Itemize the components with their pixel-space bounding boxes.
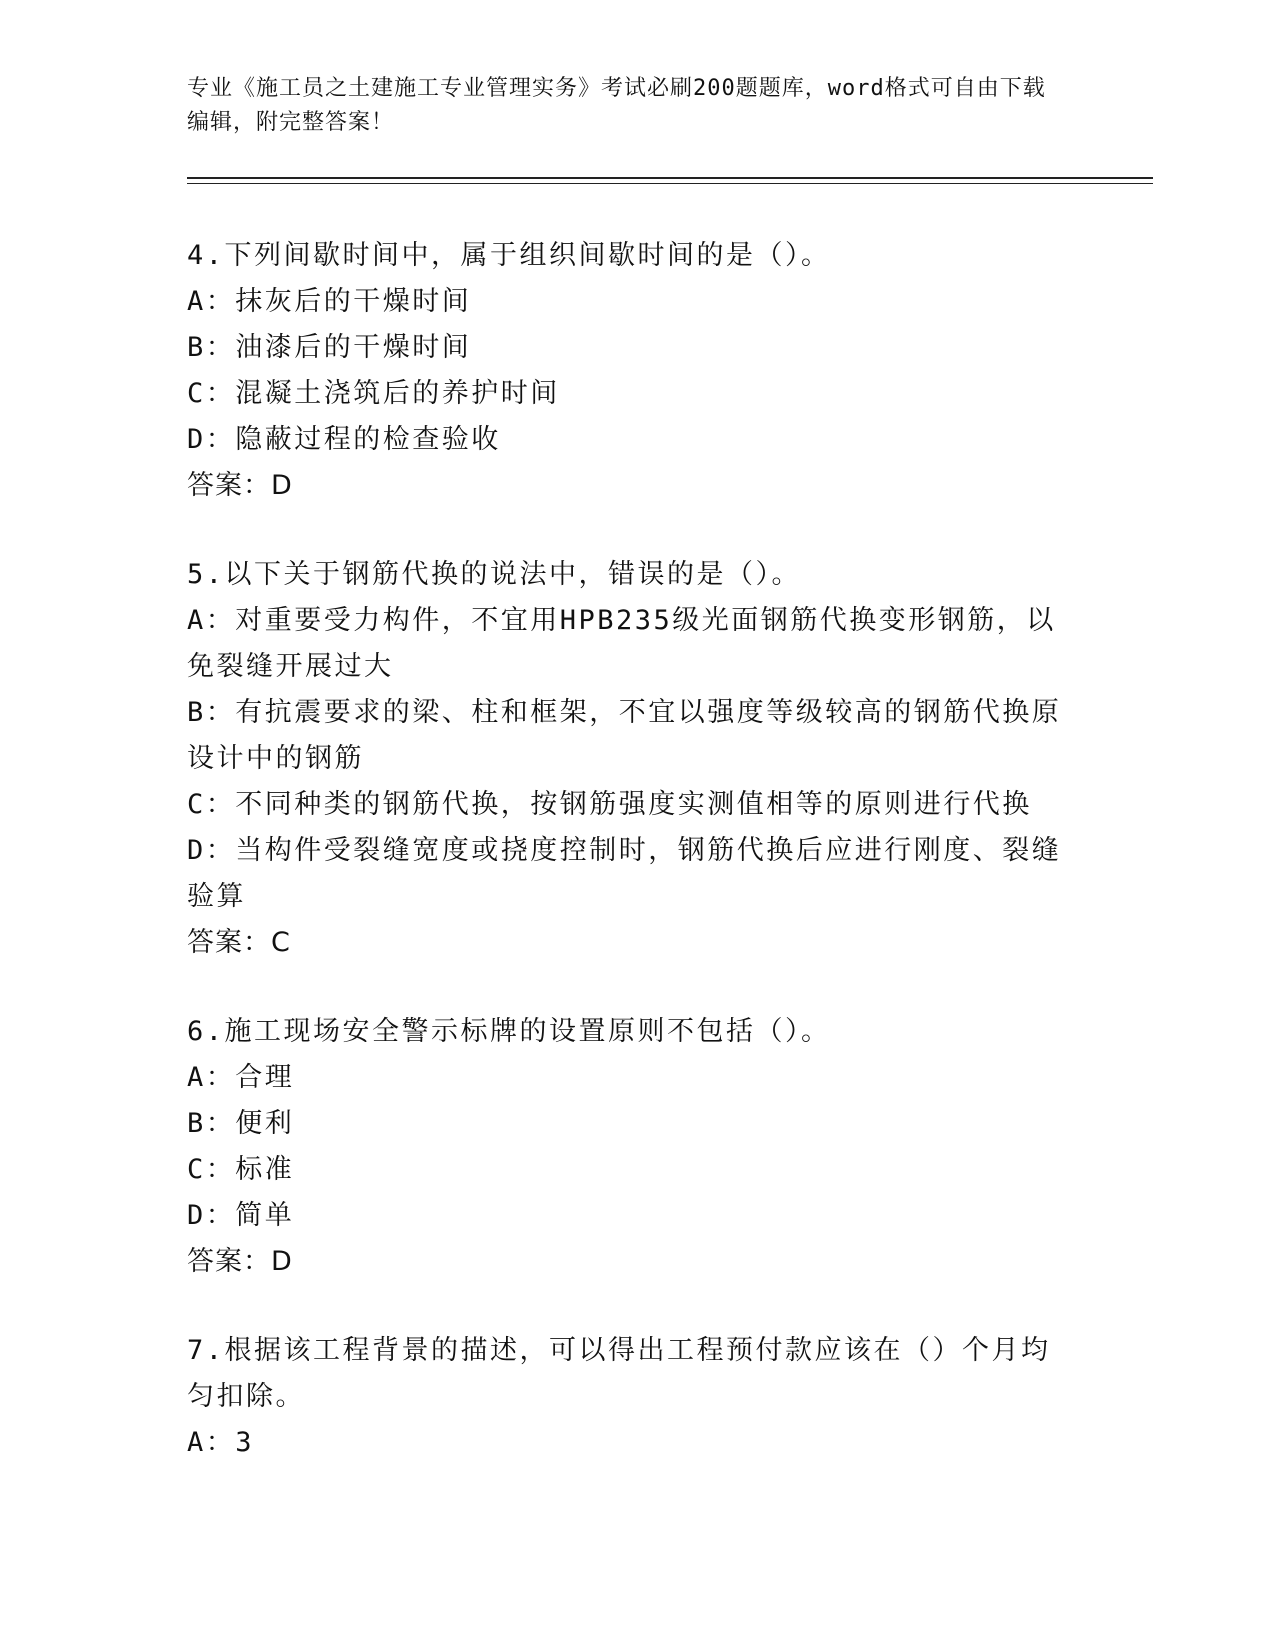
question-stem: 7.根据该工程背景的描述，可以得出工程预付款应该在（）个月均匀扣除。 bbox=[187, 1335, 1051, 1412]
answer: 答案：D bbox=[187, 1246, 293, 1277]
option-d: D：隐蔽过程的检查验收 bbox=[187, 424, 501, 455]
option-c: C：不同种类的钢筋代换，按钢筋强度实测值相等的原则进行代换 bbox=[187, 789, 1032, 820]
option-a: A：合理 bbox=[187, 1062, 295, 1093]
question-stem: 6.施工现场安全警示标牌的设置原则不包括（）。 bbox=[187, 1016, 831, 1047]
question-5 bbox=[187, 552, 1077, 966]
option-a: A：3 bbox=[187, 1427, 255, 1458]
option-b: B：便利 bbox=[187, 1108, 295, 1139]
question-list bbox=[187, 233, 1077, 1509]
document-header: 专业《施工员之土建施工专业管理实务》考试必刷200题题库，word格式可自由下载编辑，附完整答案！ bbox=[187, 76, 1046, 135]
option-c: C：混凝土浇筑后的养护时间 bbox=[187, 378, 560, 409]
question-7 bbox=[187, 1328, 1077, 1466]
answer: 答案：D bbox=[187, 470, 293, 501]
option-d: D：当构件受裂缝宽度或挠度控制时，钢筋代换后应进行刚度、裂缝验算 bbox=[187, 835, 1062, 912]
option-a: A：对重要受力构件，不宜用HPB235级光面钢筋代换变形钢筋，以免裂缝开展过大 bbox=[187, 605, 1056, 682]
option-b: B：油漆后的干燥时间 bbox=[187, 332, 472, 363]
option-b: B：有抗震要求的梁、柱和框架，不宜以强度等级较高的钢筋代换原设计中的钢筋 bbox=[187, 697, 1062, 774]
option-d: D：简单 bbox=[187, 1200, 295, 1231]
question-4 bbox=[187, 233, 1077, 509]
option-c: C：标准 bbox=[187, 1154, 295, 1185]
question-stem: 5.以下关于钢筋代换的说法中，错误的是（）。 bbox=[187, 559, 802, 590]
option-a: A：抹灰后的干燥时间 bbox=[187, 286, 472, 317]
question-stem: 4.下列间歇时间中，属于组织间歇时间的是（）。 bbox=[187, 240, 831, 271]
header-divider-thin bbox=[187, 183, 1153, 184]
question-6 bbox=[187, 1009, 1077, 1285]
answer: 答案：C bbox=[187, 927, 291, 958]
header-divider-thick bbox=[187, 177, 1153, 179]
